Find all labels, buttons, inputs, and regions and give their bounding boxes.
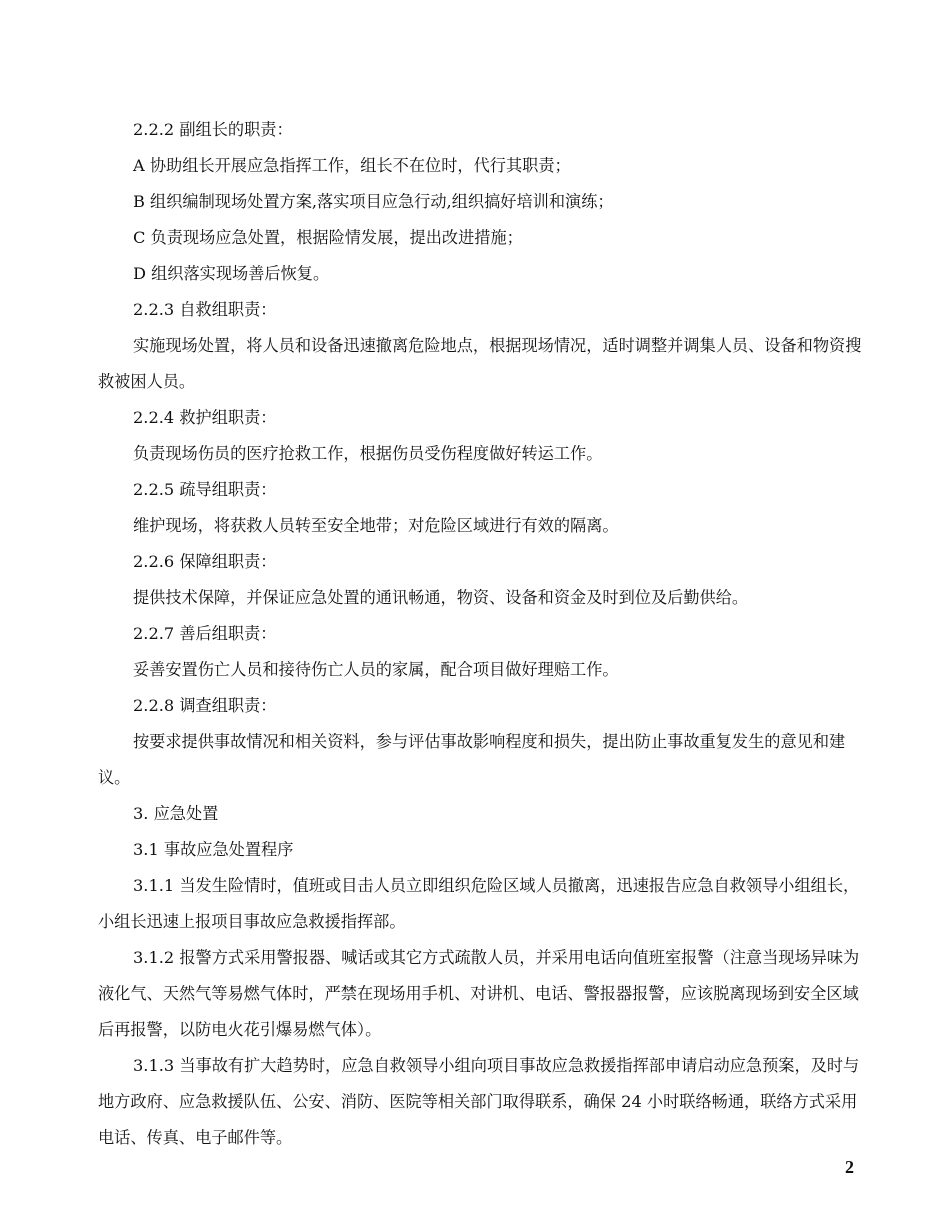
paragraph-rescue: 负责现场伤员的医疗抢救工作，根据伤员受伤程度做好转运工作。 [133,444,603,463]
heading-3-1: 3.1 事故应急处置程序 [133,840,294,859]
page-number: 2 [845,1157,854,1177]
paragraph-3-1-2: 3.1.2 报警方式采用警报器、喊话或其它方式疏散人员，并采用电话向值班室报警（注意当现场异味为液化气、天然气等易燃气体时，严禁在现场用手机、对讲机、电话、警报器报警，应该脱离现场到安全区域后再报警，以防电火花引爆易燃气体）。 [98,948,860,1039]
paragraph-guidance: 维护现场，将获救人员转至安全地带；对危险区域进行有效的隔离。 [133,516,619,535]
paragraph-support: 提供技术保障，并保证应急处置的通讯畅通，物资、设备和资金及时到位及后勤供给。 [133,588,749,607]
document-body [98,112,862,1156]
heading-2-2-5: 2.2.5 疏导组职责： [133,480,277,499]
heading-2-2-4: 2.2.4 救护组职责： [133,408,277,427]
heading-2-2-6: 2.2.6 保障组职责： [133,552,277,571]
paragraph-item-d: D 组织落实现场善后恢复。 [133,264,330,283]
heading-2-2-7: 2.2.7 善后组职责： [133,624,277,643]
paragraph-aftermath: 妥善安置伤亡人员和接待伤亡人员的家属，配合项目做好理赔工作。 [133,660,619,679]
heading-2-2-2: 2.2.2 副组长的职责： [133,120,293,139]
paragraph-item-c: C 负责现场应急处置，根据险情发展，提出改进措施； [133,228,523,247]
heading-3: 3. 应急处置 [133,804,219,823]
paragraph-3-1-3: 3.1.3 当事故有扩大趋势时，应急自救领导小组向项目事故应急救援指挥部申请启动应急预案，及时与地方政府、应急救援队伍、公安、消防、医院等相关部门取得联系，确保 24 小时联络畅通，联络方式采用电话、传真、电子邮件等。 [98,1056,860,1147]
heading-2-2-3: 2.2.3 自救组职责： [133,300,277,319]
paragraph-item-a: A 协助组长开展应急指挥工作，组长不在位时，代行其职责； [133,156,571,175]
paragraph-3-1-1: 3.1.1 当发生险情时，值班或目击人员立即组织危险区域人员撤离，迅速报告应急自救领导小组组长，小组长迅速上报项目事故应急救援指挥部。 [98,876,860,931]
paragraph-investigation: 按要求提供事故情况和相关资料，参与评估事故影响程度和损失，提出防止事故重复发生的意见和建议。 [98,732,846,787]
heading-2-2-8: 2.2.8 调查组职责： [133,696,277,715]
paragraph-self-rescue: 实施现场处置，将人员和设备迅速撤离危险地点，根据现场情况，适时调整并调集人员、设备和物资搜救被困人员。 [98,336,862,391]
paragraph-item-b: B 组织编制现场处置方案,落实项目应急行动,组织搞好培训和演练； [133,192,614,211]
